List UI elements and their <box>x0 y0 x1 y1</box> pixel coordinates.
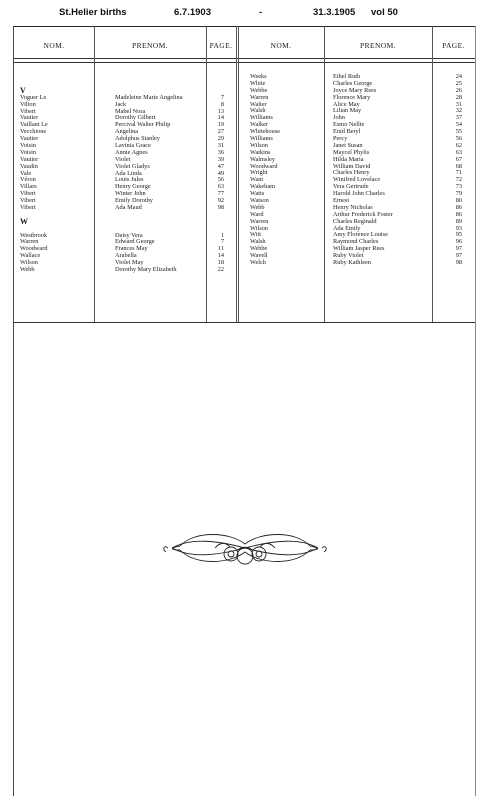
left-prenom: Ada Maud <box>115 204 142 212</box>
left-prenom: Jack <box>115 100 127 108</box>
right-nom: Walmsley <box>250 155 276 163</box>
right-nom: Walker <box>250 121 269 129</box>
left-prenom <box>115 81 205 88</box>
right-page: 63 <box>455 148 462 156</box>
right-nom: Wakeham <box>250 183 276 191</box>
right-page: 67 <box>455 155 462 163</box>
right-page: 37 <box>455 114 462 122</box>
right-prenom: Winifred Lovelace <box>333 176 381 184</box>
left-page: 31 <box>217 142 224 150</box>
column-header-prenom-right: PRENOM. <box>360 41 396 50</box>
right-page: 86 <box>455 203 462 211</box>
left-nom: Vecchione <box>20 128 47 136</box>
left-page: 18 <box>217 259 224 267</box>
left-prenom: Winter John <box>115 190 146 198</box>
left-page: 36 <box>217 148 224 156</box>
left-prenom: Lavinia Grace <box>115 142 151 150</box>
right-page: 54 <box>455 121 462 129</box>
right-prenom: Ernest <box>333 197 350 205</box>
right-prenom: Florence Mary <box>333 93 371 101</box>
header-title: St.Helier births <box>59 7 127 18</box>
right-nom: Warren <box>250 217 269 225</box>
left-prenom: Percival Walter Philip <box>115 121 171 129</box>
left-nom: Westbrook <box>20 231 48 239</box>
left-nom-column <box>20 81 94 274</box>
center-divider <box>236 26 237 322</box>
right-page: 56 <box>455 135 462 143</box>
left-prenom <box>115 212 205 219</box>
right-page: 24 <box>455 73 462 80</box>
left-prenom: Adolphus Stanley <box>115 135 160 143</box>
right-nom: Weeks <box>250 73 267 80</box>
left-prenom: Annie Agnes <box>115 148 148 156</box>
right-page: 32 <box>455 107 462 115</box>
left-page-column <box>210 81 224 274</box>
right-nom: Wilson <box>250 141 268 149</box>
right-nom: Webbe <box>250 86 268 94</box>
right-nom: Webb <box>250 203 265 211</box>
column-header-page-right: PAGE. <box>442 41 465 50</box>
left-nom: W <box>20 216 28 226</box>
left-nom: V <box>20 85 26 95</box>
left-nom: Wallace <box>20 252 41 260</box>
right-prenom: Lilian May <box>333 107 362 115</box>
divider-prenom-page-right <box>432 26 433 322</box>
right-page: 68 <box>455 162 462 170</box>
right-prenom: Henry Nicholas <box>333 203 373 211</box>
left-nom: Vibert <box>20 190 36 198</box>
left-nom: Vilton <box>20 100 36 108</box>
right-nom: Welch <box>250 259 266 267</box>
right-nom: Watkins <box>250 148 271 156</box>
left-prenom: Violet Gladys <box>115 162 150 170</box>
right-prenom: Alice May <box>333 100 360 108</box>
right-prenom: Charles Reginald <box>333 217 377 225</box>
left-page: 92 <box>217 197 224 205</box>
left-nom: Villars <box>20 183 37 191</box>
left-page: 47 <box>217 162 224 170</box>
header-rule <box>14 58 475 59</box>
left-nom: Vibert <box>20 204 36 212</box>
left-nom: Voguer Le <box>20 93 47 101</box>
right-page: 26 <box>455 86 462 94</box>
left-page: 29 <box>217 135 224 143</box>
right-prenom: William David <box>333 162 371 170</box>
right-page: 80 <box>455 197 462 205</box>
right-prenom: Percy <box>333 135 348 143</box>
left-page: 14 <box>217 252 224 260</box>
header-dash: - <box>259 7 263 18</box>
left-nom: Vibert <box>20 197 36 205</box>
right-nom: Witt <box>250 231 261 239</box>
right-nom: Wavell <box>250 252 268 260</box>
right-prenom: Ruby Kathleen <box>333 259 371 267</box>
left-prenom: Madeleine Marie Angelina <box>115 93 183 101</box>
right-page: 86 <box>455 210 462 218</box>
left-page: 13 <box>217 107 224 115</box>
right-prenom: Charles Henry <box>333 169 370 177</box>
left-nom: Woodward <box>20 245 48 253</box>
right-prenom: Ethel Ruth <box>333 73 361 80</box>
right-page: 55 <box>455 128 462 136</box>
table-bottom-rule <box>14 322 475 323</box>
right-prenom-column <box>333 74 431 267</box>
right-prenom: Enid Beryl <box>333 128 361 136</box>
left-nom: Warren <box>20 238 39 246</box>
left-prenom-column <box>115 81 205 274</box>
right-nom: Wright <box>250 169 268 177</box>
left-prenom: Dorothy Gilbert <box>115 114 156 122</box>
right-nom: Walter <box>250 100 267 108</box>
divider-nom-prenom-left <box>94 26 95 322</box>
right-nom: Watson <box>250 197 269 205</box>
left-prenom: Arabella <box>115 252 137 260</box>
left-page <box>210 219 224 226</box>
left-page: 14 <box>217 114 224 122</box>
right-page: 72 <box>455 176 462 184</box>
left-prenom: Dorothy Mary Elizabeth <box>115 266 177 274</box>
header-date-from: 6.7.1903 <box>174 7 211 18</box>
left-page: 98 <box>217 204 224 212</box>
right-nom: Walsh <box>250 107 266 115</box>
right-prenom: John <box>333 114 345 122</box>
right-page: 98 <box>455 259 462 267</box>
left-prenom: Angelina <box>115 128 139 136</box>
right-nom: Ward <box>250 210 264 218</box>
right-page: 97 <box>455 245 462 253</box>
left-page: 77 <box>217 190 224 198</box>
left-page: 7 <box>220 238 224 246</box>
right-page: 79 <box>455 190 462 198</box>
left-page <box>210 81 224 88</box>
left-page: 7 <box>220 93 224 101</box>
left-prenom: Mabel Nora <box>115 107 146 115</box>
left-page: 19 <box>217 121 224 129</box>
column-header-prenom-left: PRENOM. <box>132 41 168 50</box>
left-nom: Webb <box>20 266 35 274</box>
right-nom: White <box>250 79 266 87</box>
left-prenom: Louis Jules <box>115 176 144 184</box>
right-prenom: Maycel Phylis <box>333 148 370 156</box>
right-prenom: Vera Gertrude <box>333 183 369 191</box>
right-prenom: Ada Emily <box>333 224 361 232</box>
right-prenom: Hilda Maria <box>333 155 364 163</box>
left-prenom: Henry George <box>115 183 151 191</box>
column-header-page-left: PAGE. <box>209 41 233 50</box>
right-page-column <box>439 74 462 267</box>
left-nom: Vibert <box>20 107 36 115</box>
left-nom: Wilson <box>20 259 38 267</box>
left-prenom <box>115 219 205 226</box>
left-page <box>210 212 224 219</box>
right-page: 73 <box>455 183 462 191</box>
right-page: 25 <box>455 79 462 87</box>
left-page: 39 <box>217 155 224 163</box>
header-rule-lower <box>14 62 475 63</box>
right-prenom: Charles George <box>333 79 373 87</box>
left-page: 1 <box>220 231 224 239</box>
left-prenom: Violet May <box>115 259 144 267</box>
left-nom: Vaillant Le <box>20 121 48 129</box>
left-nom <box>20 212 94 219</box>
left-nom: Véron <box>20 176 36 184</box>
left-nom: Vautier <box>20 114 39 122</box>
column-header-nom-left: NOM. <box>43 41 65 50</box>
right-prenom: Janet Susan <box>333 141 363 149</box>
divider-prenom-page-left <box>206 26 207 322</box>
right-nom: Williams <box>250 135 273 143</box>
left-prenom: Frances May <box>115 245 148 253</box>
left-prenom: Ada Linda <box>115 169 142 177</box>
right-prenom: William Jasper Rees <box>333 245 385 253</box>
left-page: 27 <box>217 128 224 136</box>
ornamental-flourish <box>160 518 330 578</box>
right-prenom: Arthur Frederick Foster <box>333 210 393 218</box>
left-page: 22 <box>217 266 224 274</box>
left-page: 11 <box>217 245 224 253</box>
top-rule <box>14 26 475 27</box>
left-nom: Voisin <box>20 148 36 156</box>
header-volume: vol 50 <box>371 7 398 18</box>
column-header-nom-right: NOM. <box>270 41 292 50</box>
right-page: 31 <box>455 100 462 108</box>
header-date-to: 31.3.1905 <box>313 7 356 18</box>
right-nom: Warren <box>250 93 269 101</box>
left-prenom: Violet <box>115 155 131 163</box>
right-page: 89 <box>455 217 462 225</box>
center-divider-double <box>238 26 239 322</box>
right-nom: Wilson <box>250 224 268 232</box>
right-page: 28 <box>455 93 462 101</box>
left-nom: Vaudin <box>20 162 38 170</box>
right-prenom: Amy Florence Louise <box>333 231 388 239</box>
right-nom: Williams <box>250 114 273 122</box>
left-nom: Vale <box>20 169 32 177</box>
right-nom: Watts <box>250 190 265 198</box>
right-prenom: Harold John Charles <box>333 190 385 198</box>
right-nom: Want <box>250 176 264 184</box>
right-prenom: Joyce Mary Rees <box>333 86 377 94</box>
right-prenom: Esmo Nellie <box>333 121 365 129</box>
left-prenom: Edward George <box>115 238 155 246</box>
right-prenom: Raymond Charles <box>333 238 379 246</box>
right-nom: Woodward <box>250 162 278 170</box>
left-page: 63 <box>217 183 224 191</box>
left-page: 8 <box>220 100 224 108</box>
left-nom: Vautier <box>20 135 39 143</box>
left-nom: Voisin <box>20 142 36 150</box>
right-prenom: Ruby Violet <box>333 252 364 260</box>
right-page: 97 <box>455 252 462 260</box>
left-prenom: Daisy Vera <box>115 231 143 239</box>
right-page: 93 <box>455 224 462 232</box>
left-nom: Vautier <box>20 155 39 163</box>
left-prenom: Emily Dorothy <box>115 197 153 205</box>
right-page: 96 <box>455 238 462 246</box>
left-page: 49 <box>217 169 224 177</box>
right-nom: Whitehouse <box>250 128 281 136</box>
right-page: 71 <box>455 169 462 177</box>
right-nom: Walsh <box>250 238 266 246</box>
right-nom: Webbe <box>250 245 268 253</box>
left-nom <box>20 81 94 88</box>
left-page: 56 <box>217 176 224 184</box>
right-page: 62 <box>455 141 462 149</box>
divider-nom-prenom-right <box>324 26 325 322</box>
right-nom-column <box>250 74 324 267</box>
right-page: 95 <box>455 231 462 239</box>
register-page <box>13 26 476 796</box>
